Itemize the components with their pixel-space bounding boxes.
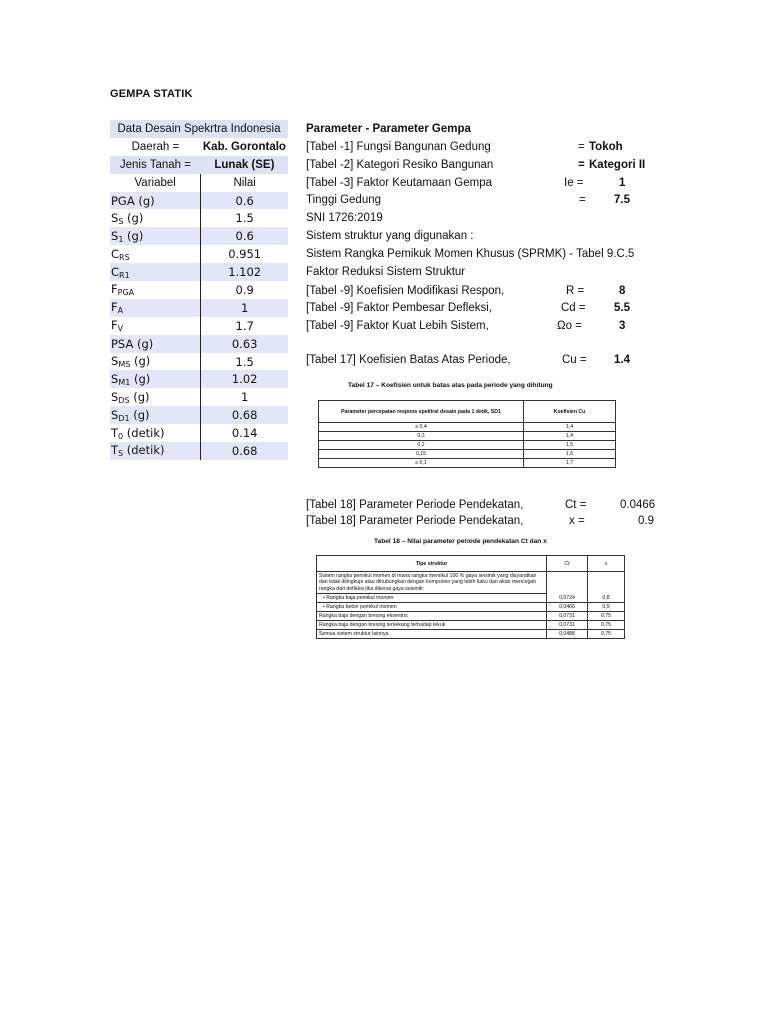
- table18-x-cell: 0,75: [588, 620, 625, 629]
- params-heading: Parameter - Parameter Gempa: [306, 123, 471, 135]
- table18: [316, 555, 625, 639]
- ct-symbol: Ct =: [565, 499, 587, 511]
- variable-symbol: S: [111, 210, 119, 225]
- variable-value: 0.951: [201, 245, 288, 263]
- fungsi-label: [Tabel -1] Fungsi Bangunan Gedung: [306, 141, 491, 153]
- jenis-tanah-value: Lunak (SE): [201, 156, 288, 174]
- table18-blank-cell: [547, 572, 588, 594]
- table-row: [110, 406, 288, 424]
- sni-label: SNI 1726:2019: [306, 212, 383, 224]
- variable-subscript: A: [117, 306, 124, 316]
- sistem-label: Sistem struktur yang digunakan :: [306, 230, 474, 242]
- ct-value: 0.0466: [620, 499, 656, 511]
- variable-symbol: F: [111, 300, 118, 315]
- variable-name: [110, 281, 201, 299]
- keutamaan-value: 1: [619, 177, 626, 189]
- variable-name: [110, 353, 201, 371]
- kategori-eq: =: [578, 159, 585, 171]
- kategori-label: [Tabel -2] Kategori Resiko Bangunan: [306, 159, 494, 171]
- variable-unit: (detik): [123, 425, 165, 440]
- table18-row: [317, 620, 625, 629]
- table18-type-cell: Semua sistem struktur lainnya: [317, 629, 547, 638]
- variable-name: [110, 442, 201, 460]
- table-row: [110, 299, 288, 317]
- variable-symbol: S: [111, 228, 119, 243]
- table18-intro: Sistem rangka pemikul momen di mana rangka memikul 100 % gaya seismik yang disyaratkan dan tidak dilingkupi atau dihubungkan dengan komponen yang lebih kaku dan akan mencegah rangka dari defleksi jika dikenai gaya seismik:: [317, 572, 547, 594]
- variable-subscript: 1: [118, 234, 124, 244]
- jenis-tanah-row: [110, 156, 288, 174]
- variable-subscript: DS: [118, 395, 130, 405]
- ct-label: [Tabel 18] Parameter Periode Pendekatan,: [306, 499, 524, 511]
- variable-subscript: D1: [118, 413, 130, 423]
- table18-row: [317, 602, 625, 611]
- variable-subscript: PGA: [117, 288, 135, 298]
- daerah-label: Daerah =: [131, 140, 180, 153]
- table17-sd1-cell: 0,2: [319, 441, 524, 450]
- daerah-value: Kab. Gorontalo: [202, 140, 286, 153]
- table-header-row: [110, 120, 288, 138]
- variable-subscript: 0: [118, 431, 124, 441]
- variable-value: 1.02: [201, 370, 288, 388]
- fungsi-eq: =: [578, 141, 585, 153]
- variable-value: 1: [201, 388, 288, 406]
- table-row: [110, 424, 288, 442]
- table17-cu-cell: 1,4: [524, 432, 616, 441]
- variable-symbol: F: [111, 318, 118, 333]
- variable-unit: (g): [123, 210, 144, 225]
- x-label: [Tabel 18] Parameter Periode Pendekatan,: [306, 515, 524, 527]
- variable-unit: (g): [129, 389, 150, 404]
- table18-type-cell: Rangka baja dengan bresing terkekang terhadap tekuk: [317, 620, 547, 629]
- variable-symbol: T: [111, 443, 119, 458]
- variable-name: [110, 388, 201, 406]
- table17-row: [319, 450, 616, 459]
- table17-cu-cell: 1,5: [524, 441, 616, 450]
- cd-symbol: Cd =: [561, 302, 586, 314]
- variable-name: [110, 370, 201, 388]
- table17-row: [319, 441, 616, 450]
- variable-name: [110, 209, 201, 227]
- x-value: 0.9: [638, 515, 654, 527]
- r-symbol: R =: [566, 285, 585, 297]
- r-value: 8: [619, 285, 626, 297]
- variable-symbol: S: [111, 354, 119, 369]
- variable-unit: (g): [129, 407, 150, 422]
- fungsi-value: Tokoh: [589, 141, 623, 153]
- variable-rows: [110, 192, 288, 460]
- table18-row: [317, 629, 625, 638]
- cu-symbol: Cu =: [562, 354, 587, 366]
- variable-value: 0.14: [201, 424, 288, 442]
- daerah-row: [110, 138, 288, 156]
- variable-name: [110, 299, 201, 317]
- variable-subscript: V: [117, 324, 124, 334]
- variable-symbol: S: [111, 371, 119, 386]
- table17-rows: [319, 423, 616, 468]
- table18-ct-cell: 0,0466: [547, 602, 588, 611]
- table18-rows: [317, 593, 625, 638]
- table18-row: [317, 611, 625, 620]
- tinggi-eq: =: [579, 194, 586, 206]
- r-label: [Tabel -9] Koefisien Modifikasi Respon,: [306, 285, 505, 297]
- variable-value: 0.9: [201, 281, 288, 299]
- table-row: [110, 388, 288, 406]
- variable-unit: (detik): [123, 443, 165, 458]
- variable-subscript: S: [118, 216, 124, 226]
- table17-row: [319, 459, 616, 468]
- table17-sd1-cell: 0,3: [319, 432, 524, 441]
- table17-sd1-cell: ≤ 0,1: [319, 459, 524, 468]
- table18-row: [317, 593, 625, 602]
- jenis-tanah-label: Jenis Tanah =: [110, 156, 201, 174]
- table17-row: [319, 423, 616, 432]
- variable-symbol: C: [111, 264, 120, 279]
- table18-type-cell: • Rangka baja pemikul momen: [317, 593, 547, 602]
- variable-value: 1.5: [201, 209, 288, 227]
- table18-x-cell: 0,8: [588, 593, 625, 602]
- omega-label: [Tabel -9] Faktor Kuat Lebih Sistem,: [306, 320, 489, 332]
- table18-x-cell: 0,75: [588, 611, 625, 620]
- table-row: [110, 263, 288, 281]
- page-title: GEMPA STATIK: [110, 88, 193, 100]
- variable-name: [110, 317, 201, 335]
- table-row: [110, 209, 288, 227]
- variable-value: 0.68: [201, 406, 288, 424]
- variable-subscript: S: [118, 449, 124, 459]
- table18-x-cell: 0,9: [588, 602, 625, 611]
- col-nilai-header: Nilai: [201, 174, 288, 192]
- tinggi-value: 7.5: [614, 194, 630, 206]
- omega-value: 3: [619, 320, 626, 332]
- variable-symbol: C: [111, 246, 120, 261]
- table18-type-cell: • Rangka beton pemikul momen: [317, 602, 547, 611]
- kategori-value: Kategori II: [589, 159, 646, 171]
- table18-header-tipe: Tipe struktur: [317, 556, 547, 572]
- table18-ct-cell: 0,0731: [547, 620, 588, 629]
- omega-symbol: Ωo =: [557, 320, 582, 332]
- cd-label: [Tabel -9] Faktor Pembesar Defleksi,: [306, 302, 492, 314]
- table-row: [110, 335, 288, 353]
- variable-name: [110, 227, 201, 245]
- variable-subscript: RS: [119, 252, 130, 262]
- table17-header-cu: Koefisien Cu: [524, 401, 616, 423]
- table-row: [110, 370, 288, 388]
- table18-header-ct: Ct: [547, 556, 588, 572]
- table-row: [110, 281, 288, 299]
- tinggi-label: Tinggi Gedung: [306, 194, 382, 206]
- variable-unit: (g): [130, 354, 151, 369]
- table18-blank-cell: [588, 572, 625, 594]
- table18-caption: Tabel 18 – Nilai parameter periode pendekatan Ct dan x: [374, 538, 547, 545]
- table17: [318, 400, 616, 468]
- table18-x-cell: 0,75: [588, 629, 625, 638]
- cu-value: 1.4: [614, 354, 630, 366]
- variable-subscript: R1: [119, 270, 130, 280]
- table-row: [110, 227, 288, 245]
- variable-name: [110, 192, 201, 210]
- variable-name: [110, 424, 201, 442]
- table17-cu-cell: 1,4: [524, 423, 616, 432]
- table17-sd1-cell: 0,15: [319, 450, 524, 459]
- variable-symbol: F: [111, 282, 118, 297]
- variable-name: [110, 245, 201, 263]
- variable-name: [110, 406, 201, 424]
- table17-row: [319, 432, 616, 441]
- variable-name: [110, 263, 201, 281]
- variable-value: 1.7: [201, 317, 288, 335]
- table-header: Data Desain Spekrtra Indonesia: [110, 120, 288, 138]
- cu-label: [Tabel 17] Koefisien Batas Atas Periode,: [306, 354, 511, 366]
- table18-header-x: x: [588, 556, 625, 572]
- x-symbol: x =: [569, 515, 585, 527]
- table18-type-cell: Rangka baja dengan bresing eksentris: [317, 611, 547, 620]
- variable-value: 0.6: [201, 227, 288, 245]
- table17-sd1-cell: ≥ 0,4: [319, 423, 524, 432]
- table18-ct-cell: 0,0731: [547, 611, 588, 620]
- table17-caption: Tabel 17 – Koefisien untuk batas atas pada periode yang dihitung: [348, 382, 553, 389]
- variable-symbol: PGA (g): [111, 193, 155, 208]
- variable-subscript: M1: [118, 377, 131, 387]
- keutamaan-symbol: Ie =: [564, 177, 584, 189]
- variable-subscript: MS: [118, 360, 131, 370]
- variable-symbol: PSA (g): [111, 336, 154, 351]
- variable-value: 0.68: [201, 442, 288, 460]
- variable-value: 0.63: [201, 335, 288, 353]
- variable-unit: (g): [123, 228, 144, 243]
- table-row: [110, 245, 288, 263]
- variable-unit: (g): [130, 371, 151, 386]
- table18-ct-cell: 0,0488: [547, 629, 588, 638]
- table-row: [110, 442, 288, 460]
- col-variabel-header: Variabel: [134, 176, 176, 189]
- table-row: [110, 317, 288, 335]
- variable-symbol: S: [111, 389, 119, 404]
- variable-value: 1: [201, 299, 288, 317]
- sistem-value: Sistem Rangka Pemikuk Momen Khusus (SPRMK) - Tabel 9.C.5: [306, 248, 635, 260]
- reduksi-label: Faktor Reduksi Sistem Struktur: [306, 266, 466, 278]
- variable-value: 1.5: [201, 353, 288, 371]
- variable-symbol: T: [111, 425, 119, 440]
- table-row: [110, 353, 288, 371]
- table17-cu-cell: 1,7: [524, 459, 616, 468]
- spectra-data-table: [110, 120, 288, 460]
- variable-value: 1.102: [201, 263, 288, 281]
- column-header-row: [110, 174, 288, 192]
- table17-header-sd1: Parameter percepatan respons spektral desain pada 1 detik, SD1: [319, 401, 524, 423]
- table18-ct-cell: 0,0724: [547, 593, 588, 602]
- table-row: [110, 192, 288, 210]
- keutamaan-label: [Tabel -3] Faktor Keutamaan Gempa: [306, 177, 493, 189]
- variable-value: 0.6: [201, 192, 288, 210]
- table17-cu-cell: 1,6: [524, 450, 616, 459]
- variable-symbol: S: [111, 407, 119, 422]
- cd-value: 5.5: [614, 302, 630, 314]
- variable-name: [110, 335, 201, 353]
